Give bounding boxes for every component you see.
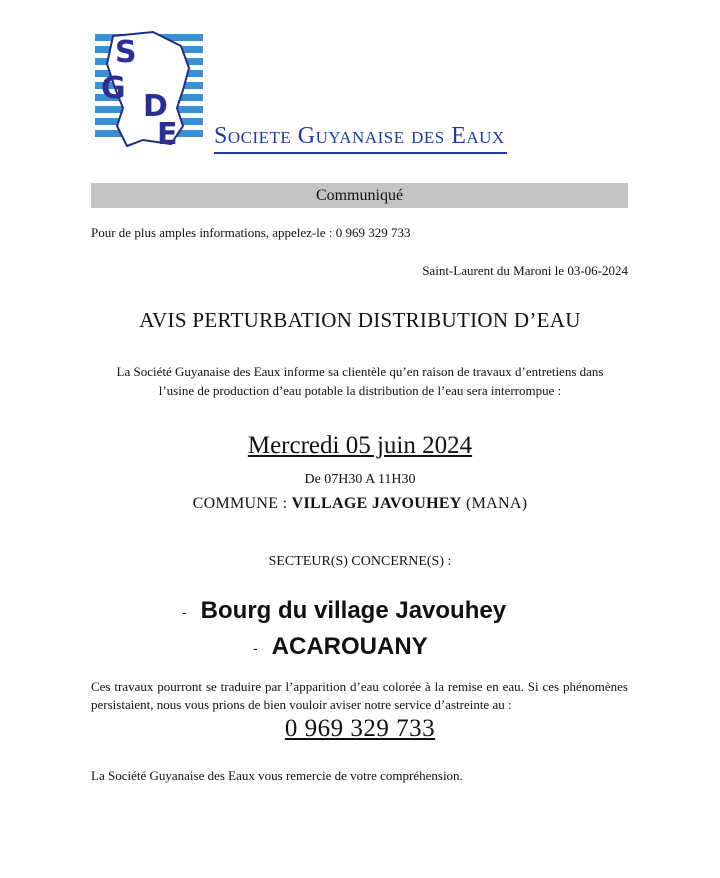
sectors-label: SECTEUR(S) CONCERNE(S) : (268, 554, 452, 569)
sector-item (253, 633, 428, 661)
sector-name: Bourg du village Javouhey (200, 597, 507, 624)
outage-date (0, 432, 720, 460)
intro-line-1: La Société Guyanaise des Eaux informe sa clientèle qu’en raison de travaux d’entretiens dans (116, 364, 604, 379)
notice-paragraph: Ces travaux pourront se traduire par l’apparition d’eau colorée à la remise en eau. Si ces phénomènes persistaient, nous vous prions de bien vouloir aviser notre service d’astreinte au : (91, 679, 628, 712)
banner-label: Communiqué (315, 187, 404, 204)
commune-line (0, 495, 720, 513)
info-line: Pour de plus amples informations, appelez-le : 0 969 329 733 (91, 225, 411, 240)
intro-paragraph (100, 362, 620, 400)
bullet-dash: - (253, 639, 258, 656)
commune-name: VILLAGE JAVOUHEY (291, 495, 462, 512)
svg-text:D: D (143, 89, 168, 124)
commune-label: COMMUNE : (192, 495, 288, 512)
hotline-number (0, 715, 720, 743)
hotline-number-text: 0 969 329 733 (284, 715, 436, 742)
bullet-dash: - (182, 603, 187, 620)
company-logo (93, 28, 213, 150)
sector-name: ACAROUANY (271, 633, 428, 660)
intro-line-2: l’usine de production d’eau potable la distribution de l’eau sera interrompue : (158, 383, 562, 398)
thanks-line: La Société Guyanaise des Eaux vous remercie de votre compréhension. (91, 768, 463, 783)
svg-text:S: S (115, 35, 137, 70)
commune-area: (MANA) (465, 495, 528, 512)
sector-item (182, 597, 506, 625)
outage-date-text: Mercredi 05 juin 2024 (247, 432, 473, 459)
svg-text:E: E (157, 117, 178, 150)
place-date: Saint-Laurent du Maroni le 03-06-2024 (422, 263, 628, 278)
communique-banner (91, 183, 628, 208)
notice-title: AVIS PERTURBATION DISTRIBUTION D’EAU (139, 308, 581, 332)
svg-text:G: G (101, 71, 126, 106)
company-name: Societe Guyanaise des Eaux (214, 120, 507, 154)
outage-hours: De 07H30 A 11H30 (304, 472, 416, 487)
